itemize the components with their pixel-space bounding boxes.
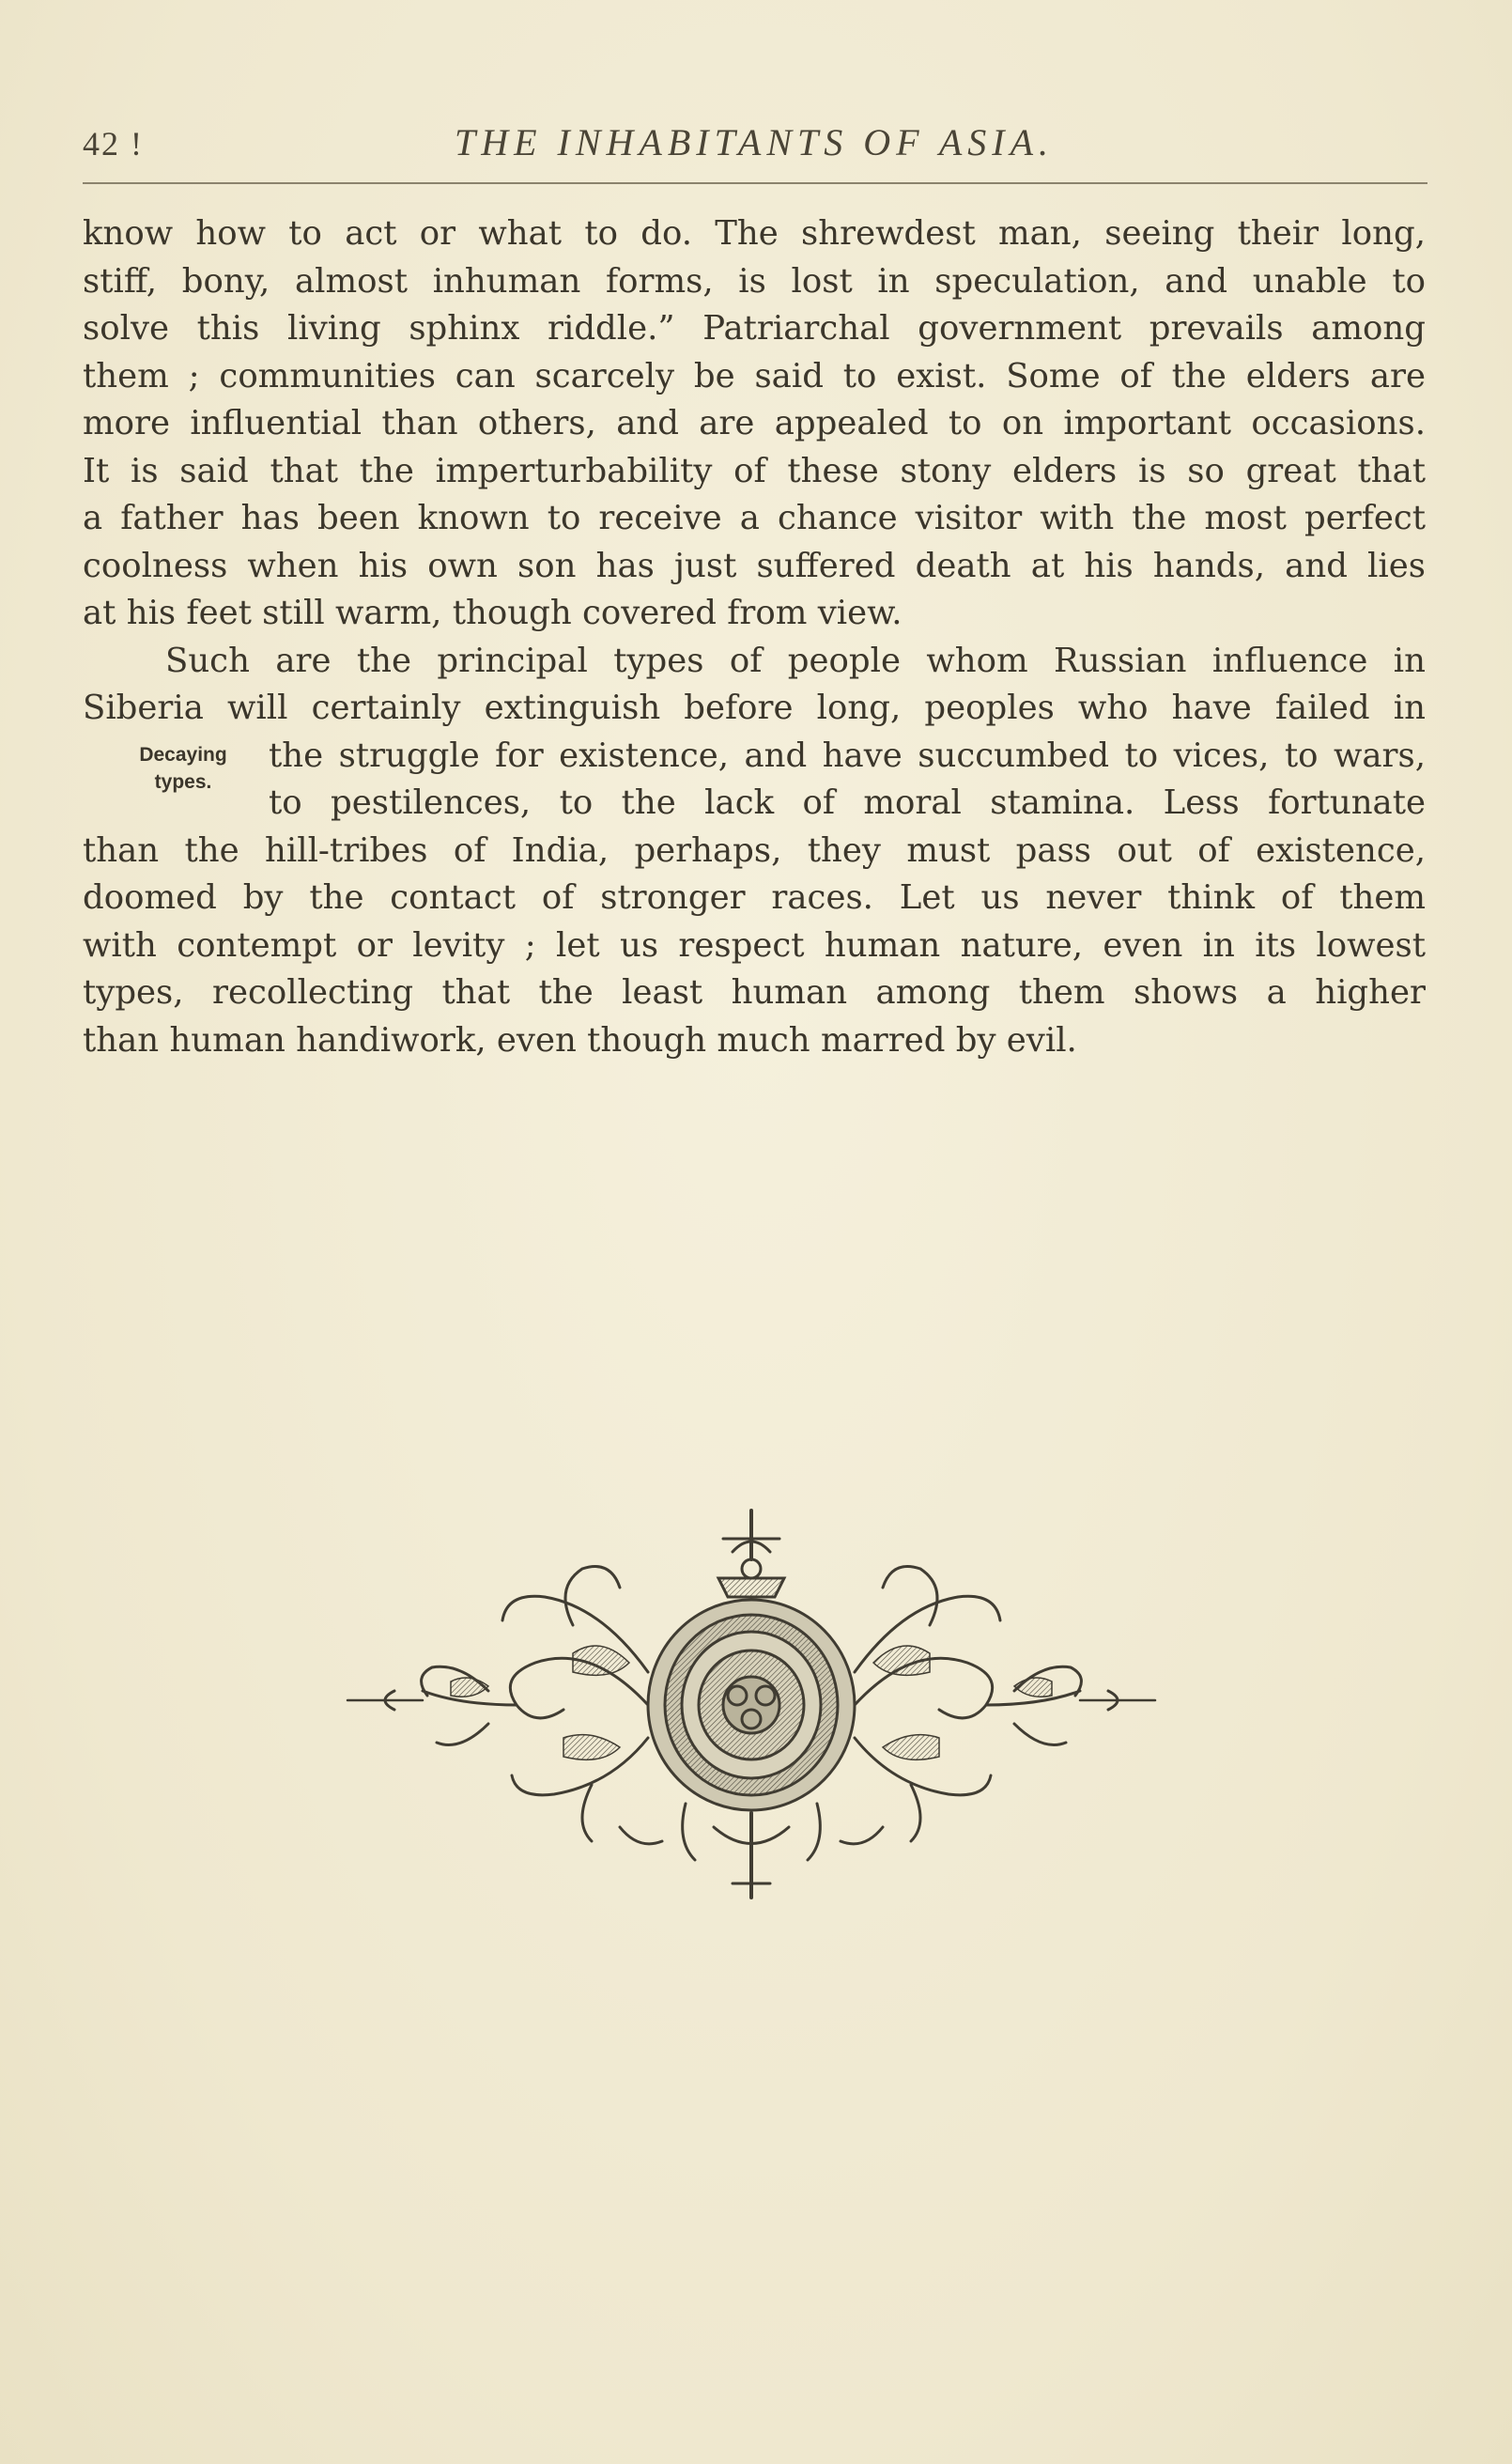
- text-line: Siberia will certainly extinguish before long, peoples who have failed in: [83, 689, 1426, 727]
- text-line: stiff, bony, almost inhuman forms, is lost in speculation, and unable to: [83, 261, 1426, 301]
- text-line: at his feet still warm, though covered from view.: [83, 594, 903, 632]
- text-line: more influential than others, and are appealed to on important occasions.: [83, 404, 1426, 442]
- text-line: with contempt or levity ; let us respect human nature, even in its lowest: [83, 925, 1426, 965]
- running-title: THE INHABITANTS OF ASIA.: [454, 121, 1055, 163]
- text-line: doomed by the contact of stronger races. Let us never think of them: [83, 878, 1426, 917]
- text-line: Such are the principal types of people whom Russian influence in: [165, 641, 1426, 680]
- text-line: a father has been known to receive a chance visitor with the most perfect: [83, 499, 1426, 537]
- margin-note-line: types.: [154, 771, 212, 793]
- text-line: than the hill-tribes of India, perhaps, they must pass out of existence,: [83, 830, 1426, 870]
- text-line: them ; communities can scarcely be said to exist. Some of the elders are: [83, 356, 1426, 395]
- text-line: It is said that the imperturbability of these stony elders is so great that: [83, 451, 1426, 490]
- text-line: the struggle for existence, and have succumbed to vices, to wars,: [269, 736, 1426, 775]
- margin-note-line: Decaying: [139, 744, 227, 766]
- page-header: [83, 120, 1426, 167]
- text-line: types, recollecting that the least human among them shows a higher: [83, 973, 1426, 1012]
- text-line: know how to act or what to do. The shrewdest man, seeing their long,: [83, 214, 1426, 253]
- header-rule: [83, 182, 1427, 184]
- page-number: 42 !: [83, 125, 144, 163]
- floral-tailpiece-ornament-icon: [338, 1503, 1165, 1907]
- body-text: [83, 210, 1426, 1064]
- text-line: coolness when his own son has just suffered death at his hands, and lies: [83, 546, 1426, 585]
- margin-note: [113, 742, 254, 795]
- text-line: to pestilences, to the lack of moral stamina. Less fortunate: [269, 783, 1426, 822]
- text-line: solve this living sphinx riddle.” Patriarchal government prevails among: [83, 309, 1426, 348]
- text-line: than human handiwork, even though much marred by evil.: [83, 1020, 1077, 1060]
